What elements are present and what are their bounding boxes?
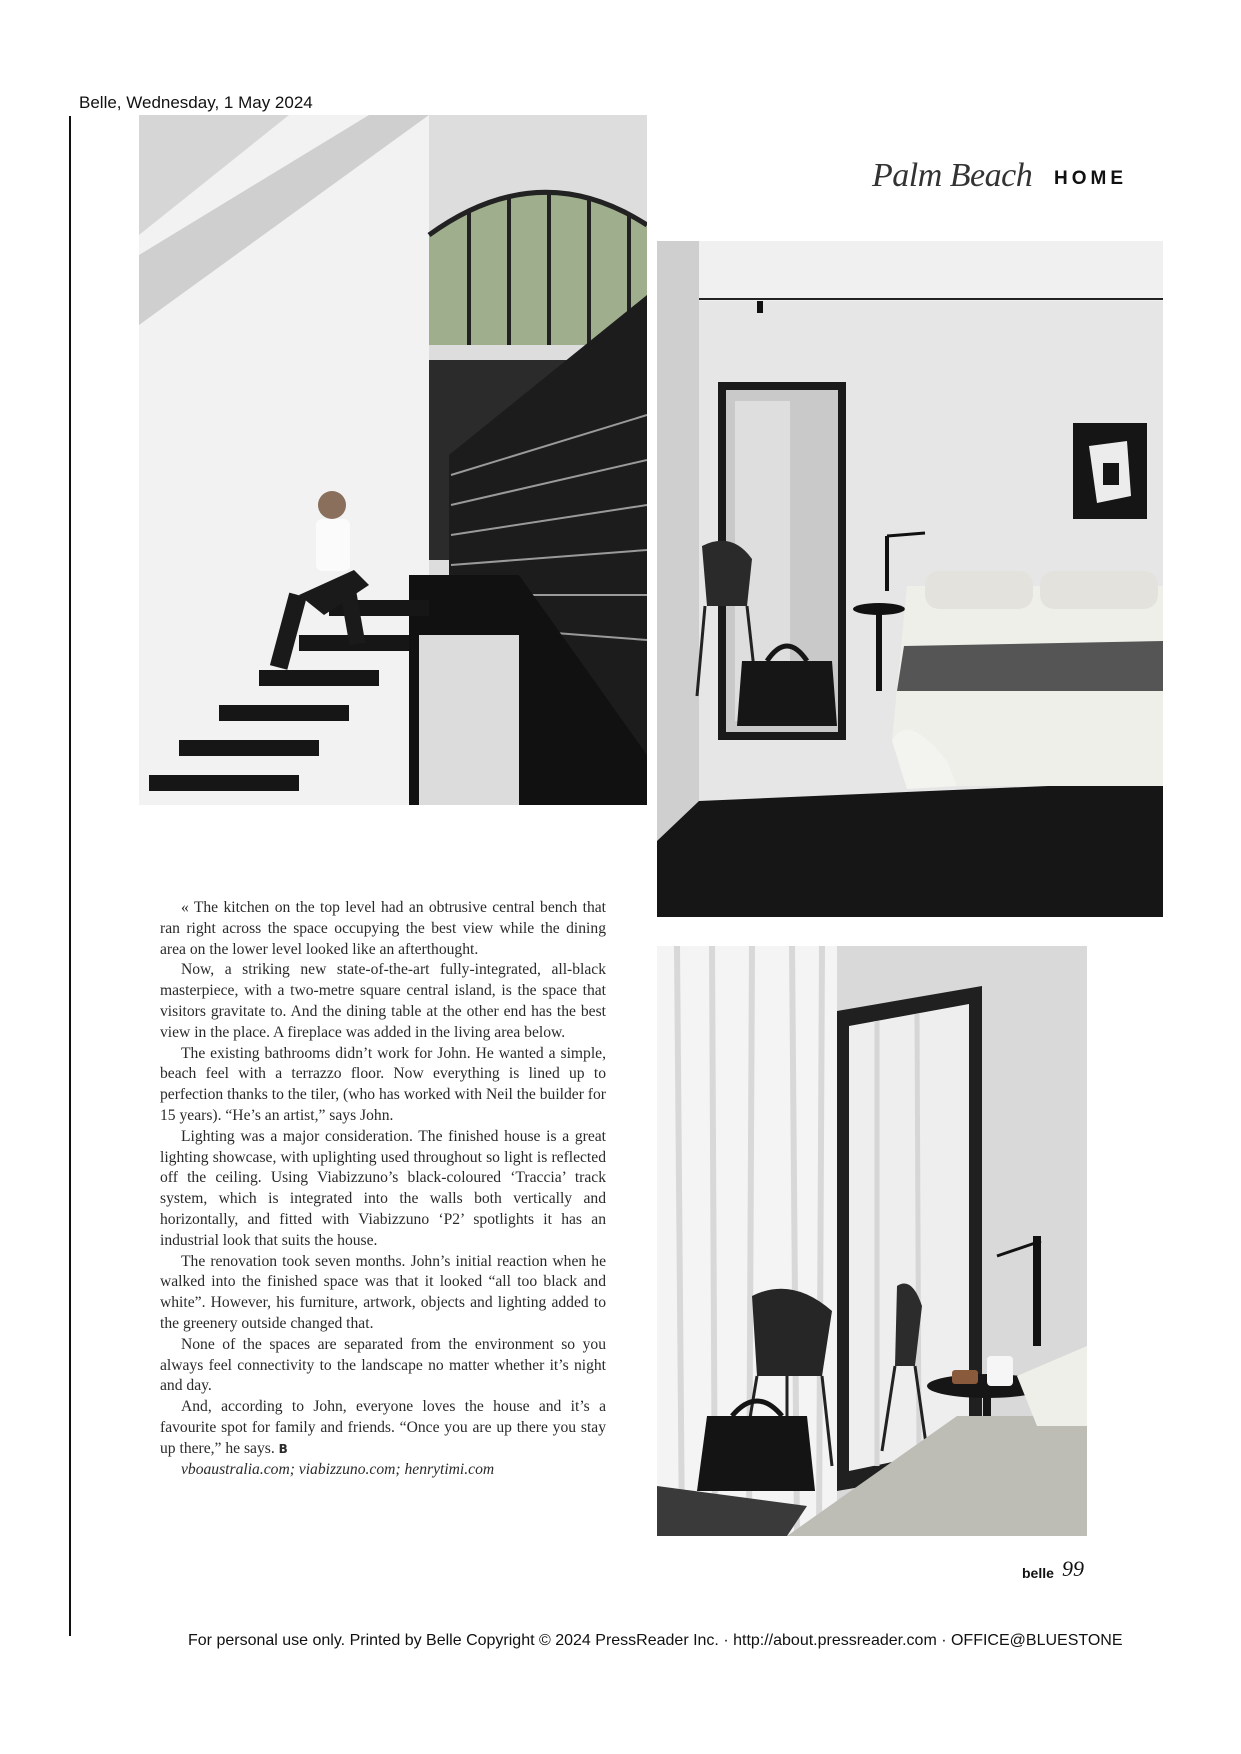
- category-label: HOME: [1054, 168, 1127, 189]
- article-paragraph: The renovation took seven months. John’s initial reaction when he walked into the finished space was that it looked “all too black and white”. However, his furniture, artwork, objects and lighting added to the greenery outside changed that.: [160, 1252, 606, 1332]
- publication-line: Belle, Wednesday, 1 May 2024: [79, 93, 313, 112]
- page-margin-rule: [69, 116, 71, 1636]
- article-body: [160, 898, 606, 1480]
- end-mark-icon: B: [278, 1441, 288, 1456]
- page-number: 99: [1062, 1556, 1084, 1581]
- staircase-photo: [139, 115, 647, 805]
- section-title: Palm Beach: [872, 157, 1033, 194]
- source-credits: vboaustralia.com; viabizzuno.com; henrytimi.com: [181, 1460, 495, 1478]
- article-paragraph: The existing bathrooms didn’t work for John. He wanted a simple, beach feel with a terrazzo floor. Now everything is lined up to perfection thanks to the tiler, (who has worked with Neil the builder for 15 years). “He’s an artist,” says John.: [160, 1044, 606, 1124]
- folio-brand-logo: belle: [1022, 1565, 1054, 1581]
- article-paragraph: None of the spaces are separated from the environment so you always feel connectivity to the landscape no matter whether it’s night and day.: [160, 1335, 606, 1395]
- last-paragraph-text: And, according to John, everyone loves the house and it’s a favourite spot for family and friends. “Once you are up there you stay up there,” he says.: [160, 1398, 606, 1457]
- article-paragraph: Now, a striking new state-of-the-art fully-integrated, all-black masterpiece, with a two-metre square central island, is the space that visitors gravitate to. And the dining table at the other end has the best view in the place. A fireplace was added in the living area below.: [160, 961, 606, 1041]
- article-paragraph: « The kitchen on the top level had an obtrusive central bench that ran right across the space occupying the best view while the dining area on the lower level looked like an afterthought.: [160, 899, 606, 958]
- article-paragraph: Lighting was a major consideration. The finished house is a great lighting showcase, with uplighting used throughout so light is reflected off the ceiling. Using Viabizzuno’s black-coloured ‘Traccia’ track system, which is integrated into the walls both vertically and horizontally, and fitted with Viabizzuno ‘P2’ spotlights it has an industrial look that suits the house.: [160, 1127, 606, 1249]
- bedside-detail-photo: [657, 946, 1087, 1536]
- copyright-footer: For personal use only. Printed by Belle Copyright © 2024 PressReader Inc. · http://about.pressreader.com · OFFICE@BLUESTONE: [188, 1632, 1123, 1649]
- bedroom-photo: [657, 241, 1163, 917]
- article-paragraph-last: [160, 1397, 606, 1459]
